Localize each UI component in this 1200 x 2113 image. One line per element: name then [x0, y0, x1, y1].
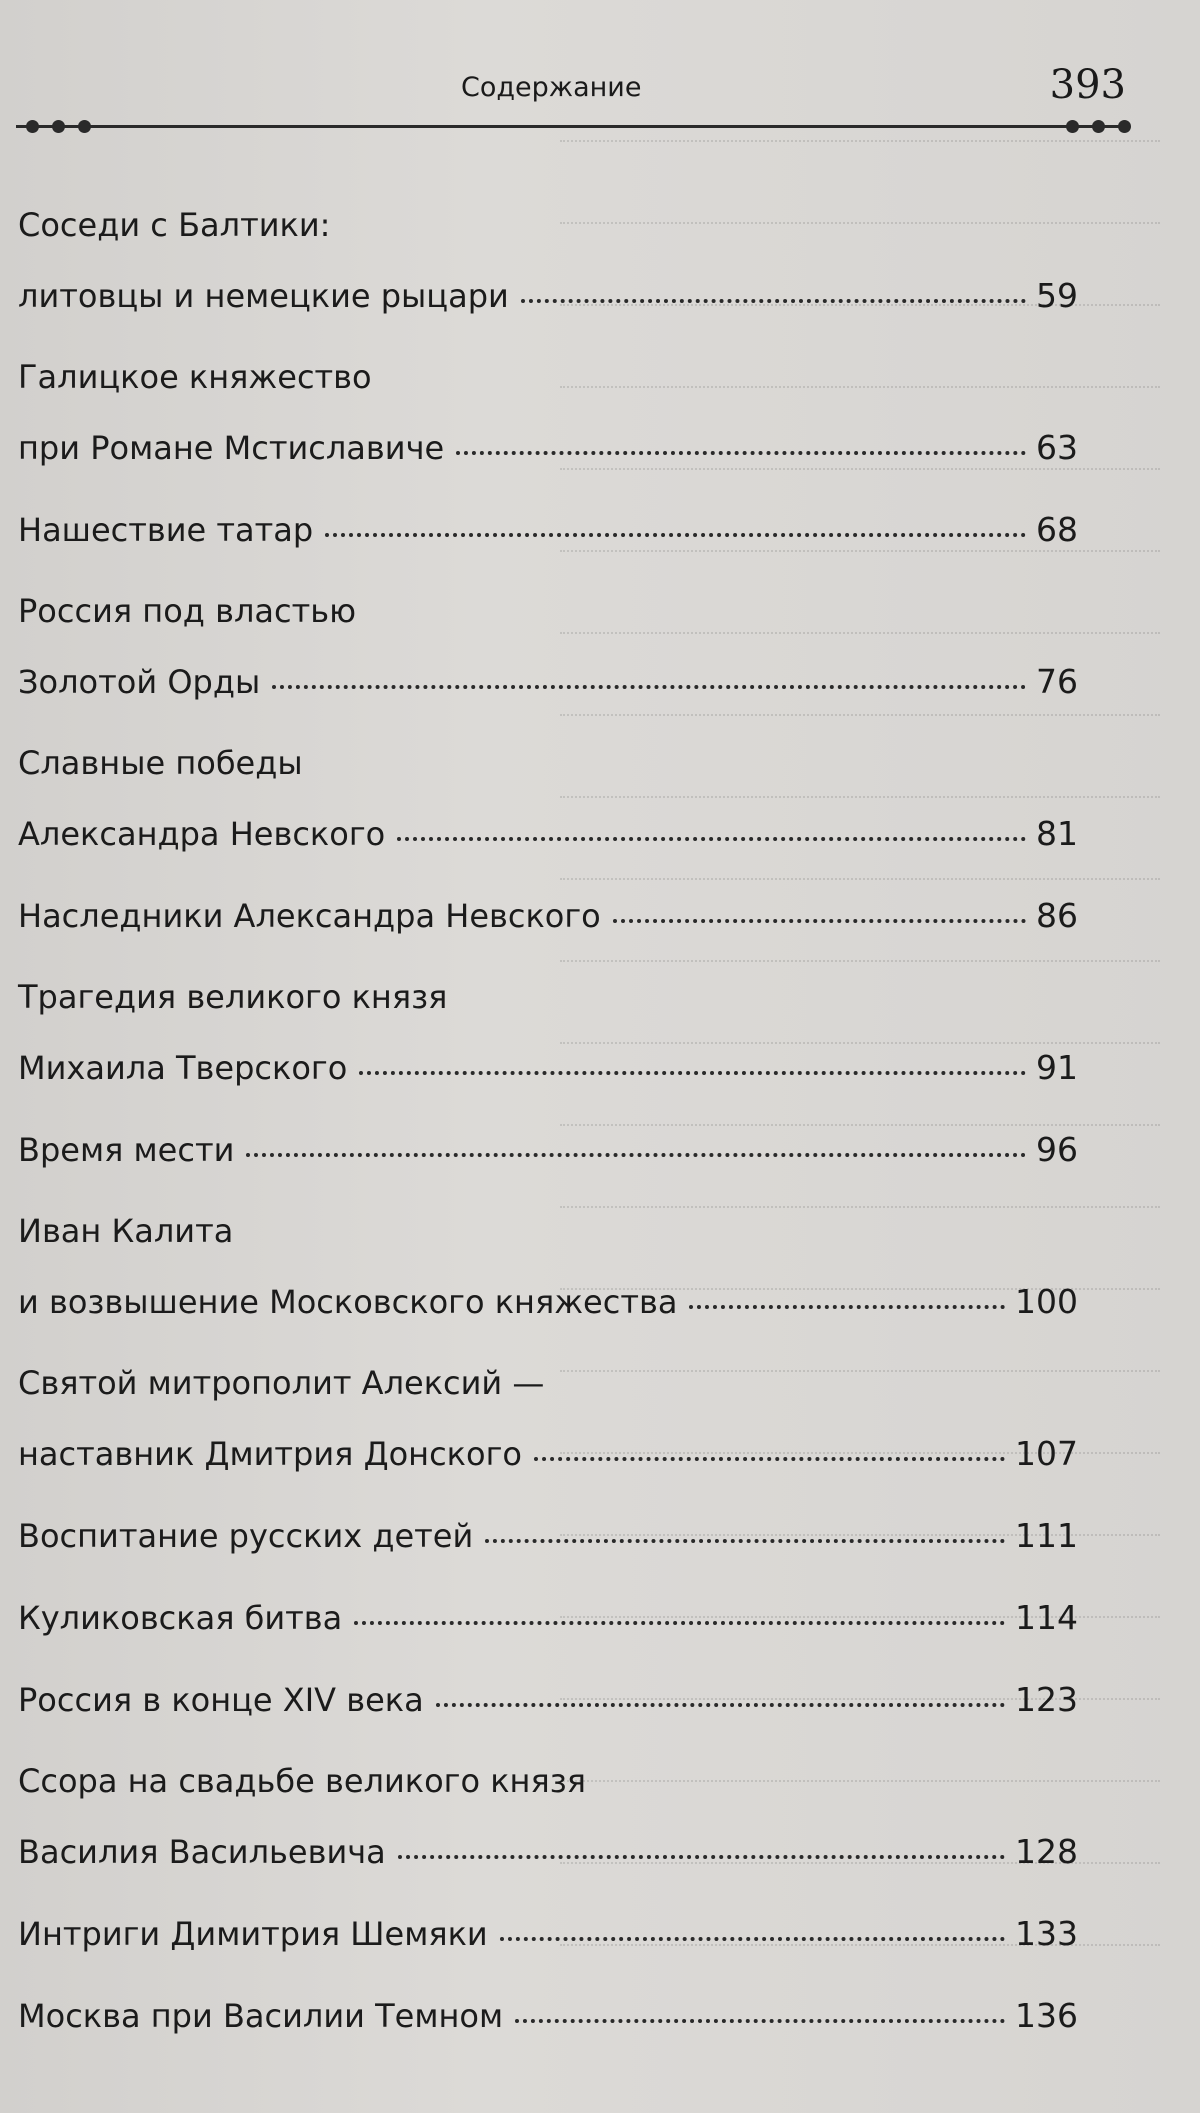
toc-page-number: 114	[1015, 1598, 1078, 1637]
dot-leader	[436, 1703, 1005, 1707]
toc-entry-title: Время мести	[18, 1131, 235, 1169]
ornament-dot	[1092, 120, 1105, 133]
dot-leader	[521, 299, 1026, 303]
toc-entry	[18, 880, 1078, 952]
dot-leader	[456, 451, 1026, 455]
toc-page-number: 136	[1015, 1996, 1078, 2035]
dot-leader	[613, 919, 1026, 923]
toc-entry	[18, 342, 1078, 484]
toc-page-number: 63	[1036, 428, 1078, 467]
toc-line	[18, 1196, 1078, 1266]
toc-entry-title: Россия в конце XIV века	[18, 1681, 424, 1719]
running-head-title: Содержание	[461, 72, 642, 103]
page-header	[16, 62, 1126, 142]
toc-line	[18, 1418, 1078, 1490]
toc-line	[18, 1348, 1078, 1418]
toc-page-number: 59	[1036, 276, 1078, 315]
ornament-dot	[1118, 120, 1131, 133]
toc-line	[18, 494, 1078, 566]
ornament-dot	[78, 120, 91, 133]
toc-line	[18, 1746, 1078, 1816]
toc-line	[18, 1898, 1078, 1970]
toc-entry-title: Интриги Димитрия Шемяки	[18, 1915, 488, 1953]
toc-page-number: 81	[1036, 814, 1078, 853]
toc-page-number: 91	[1036, 1048, 1078, 1087]
toc-entry	[18, 190, 1078, 332]
toc-entry-title: Славные победы	[18, 744, 303, 782]
toc-page-number: 123	[1015, 1680, 1078, 1719]
toc-entry-title: при Романе Мстиславиче	[18, 429, 445, 467]
toc-line	[18, 1266, 1078, 1338]
table-of-contents	[18, 190, 1078, 2052]
dot-leader	[689, 1305, 1005, 1309]
toc-line	[18, 1582, 1078, 1654]
toc-line	[18, 342, 1078, 412]
toc-entry-title: Золотой Орды	[18, 663, 261, 701]
dot-leader	[397, 837, 1026, 841]
ornament-dot	[1066, 120, 1079, 133]
dot-leader	[359, 1071, 1026, 1075]
toc-entry-title: Воспитание русских детей	[18, 1517, 474, 1555]
dot-leader	[500, 1937, 1005, 1941]
toc-line	[18, 576, 1078, 646]
toc-entry	[18, 1500, 1078, 1572]
toc-entry	[18, 1746, 1078, 1888]
toc-line	[18, 1032, 1078, 1104]
dot-leader	[354, 1621, 1005, 1625]
page-number: 393	[1049, 62, 1126, 108]
toc-entry-title: литовцы и немецкие рыцари	[18, 277, 509, 315]
toc-entry-title: Иван Калита	[18, 1212, 234, 1250]
toc-entry-title: Соседи с Балтики:	[18, 206, 331, 244]
dot-leader	[534, 1457, 1005, 1461]
toc-page-number: 107	[1015, 1434, 1078, 1473]
toc-entry-title: Трагедия великого князя	[18, 978, 448, 1016]
toc-line	[18, 646, 1078, 718]
toc-line	[18, 728, 1078, 798]
ornament-dot	[26, 120, 39, 133]
dot-leader	[272, 685, 1026, 689]
toc-page-number: 100	[1015, 1282, 1078, 1321]
toc-entry	[18, 962, 1078, 1104]
toc-line	[18, 1816, 1078, 1888]
ornament-dot	[52, 120, 65, 133]
toc-entry	[18, 1196, 1078, 1338]
toc-entry-title: Василия Васильевича	[18, 1833, 386, 1871]
toc-entry-title: наставник Дмитрия Донского	[18, 1435, 522, 1473]
toc-entry-title: и возвышение Московского княжества	[18, 1283, 678, 1321]
toc-page-number: 86	[1036, 896, 1078, 935]
toc-page-number: 133	[1015, 1914, 1078, 1953]
dot-leader	[325, 533, 1026, 537]
toc-entry-title: Наследники Александра Невского	[18, 897, 601, 935]
toc-entry	[18, 1980, 1078, 2052]
toc-line	[18, 190, 1078, 260]
toc-line	[18, 798, 1078, 870]
toc-page-number: 111	[1015, 1516, 1078, 1555]
toc-page-number: 76	[1036, 662, 1078, 701]
toc-line	[18, 1500, 1078, 1572]
toc-entry-title: Галицкое княжество	[18, 358, 372, 396]
toc-entry-title: Святой митрополит Алексий —	[18, 1364, 545, 1402]
toc-entry	[18, 728, 1078, 870]
toc-entry-title: Нашествие татар	[18, 511, 314, 549]
toc-line	[18, 260, 1078, 332]
toc-line	[18, 1114, 1078, 1186]
toc-entry	[18, 1582, 1078, 1654]
toc-entry-title: Александра Невского	[18, 815, 386, 853]
toc-entry-title: Ссора на свадьбе великого князя	[18, 1762, 586, 1800]
toc-entry-title: Россия под властью	[18, 592, 357, 630]
toc-entry	[18, 494, 1078, 566]
toc-line	[18, 412, 1078, 484]
toc-entry-title: Куликовская битва	[18, 1599, 343, 1637]
dot-leader	[515, 2019, 1005, 2023]
toc-line	[18, 1664, 1078, 1736]
toc-entry-title: Михаила Тверского	[18, 1049, 348, 1087]
dot-leader	[485, 1539, 1005, 1543]
toc-entry	[18, 576, 1078, 718]
header-rule	[16, 125, 1126, 128]
toc-page-number: 68	[1036, 510, 1078, 549]
toc-entry	[18, 1114, 1078, 1186]
toc-entry	[18, 1898, 1078, 1970]
toc-entry	[18, 1348, 1078, 1490]
dot-leader	[246, 1153, 1026, 1157]
toc-page-number: 96	[1036, 1130, 1078, 1169]
toc-line	[18, 880, 1078, 952]
toc-entry	[18, 1664, 1078, 1736]
dot-leader	[398, 1855, 1005, 1859]
toc-line	[18, 1980, 1078, 2052]
toc-entry-title: Москва при Василии Темном	[18, 1997, 504, 2035]
toc-line	[18, 962, 1078, 1032]
toc-page-number: 128	[1015, 1832, 1078, 1871]
